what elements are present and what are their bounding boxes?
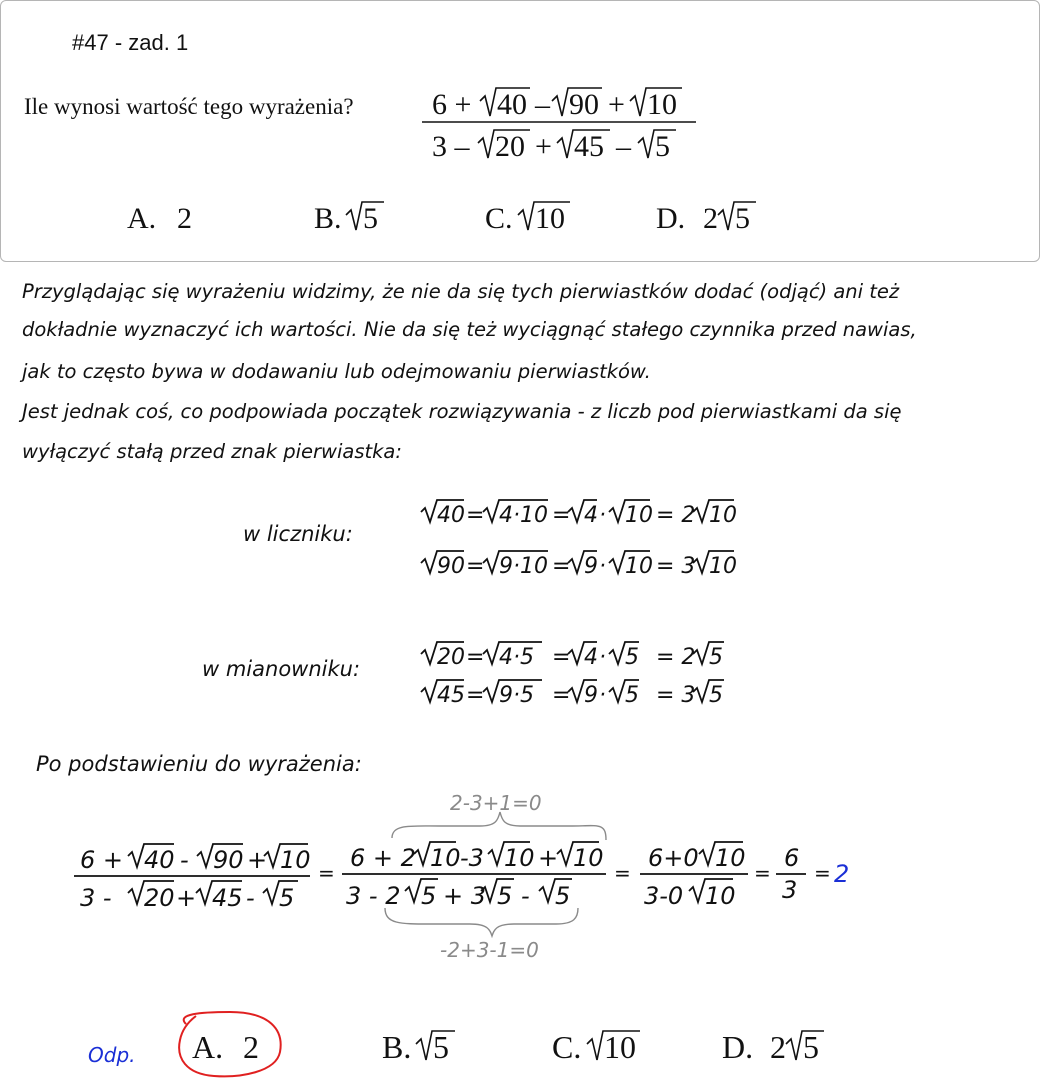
expr-num-part-1: 40 <box>497 88 527 121</box>
task-option-c-letter: C. <box>485 202 513 235</box>
svg-text:= 2: = 2 <box>656 645 696 670</box>
expr-num-part-4: + <box>608 88 625 121</box>
result-value: 2 <box>834 860 850 888</box>
svg-text:40: 40 <box>144 846 175 874</box>
task-expression <box>422 88 696 163</box>
svg-text:40: 40 <box>437 503 465 528</box>
svg-text:45: 45 <box>437 683 465 708</box>
svg-text:+: + <box>176 884 197 912</box>
svg-text:5: 5 <box>625 683 639 708</box>
svg-text:10: 10 <box>504 844 535 872</box>
expr-den-part-3: 45 <box>574 130 604 163</box>
svg-text:6: 6 <box>784 844 800 872</box>
expr-num-part-5: 10 <box>647 88 677 121</box>
numerator-label: w liczniku: <box>243 522 353 546</box>
answer-option-d-letter: D. <box>722 1029 754 1065</box>
svg-text:5: 5 <box>709 645 723 670</box>
explanation-line-4: Jest jednak coś, co podpowiada początek rozwiązywania - z liczb pod pierwiastkami da się <box>22 400 902 423</box>
answer-option-c-letter: C. <box>552 1029 582 1065</box>
task-option-a-value: 2 <box>177 202 192 235</box>
answer-option-b-radicand: 5 <box>433 1029 449 1065</box>
task-option-a-letter: A. <box>127 202 157 235</box>
svg-text:20: 20 <box>144 884 175 912</box>
answer-label: Odp. <box>88 1043 136 1067</box>
svg-text:=: = <box>466 554 485 579</box>
svg-text:5: 5 <box>421 882 437 910</box>
brace-bottom-label: -2+3-1=0 <box>440 938 539 962</box>
svg-text:5: 5 <box>625 645 639 670</box>
expr-den-part-2: + <box>535 130 552 163</box>
svg-text:45: 45 <box>212 884 243 912</box>
svg-text:=: = <box>552 683 571 708</box>
expr-den-part-1: 20 <box>495 130 525 163</box>
svg-text:=: = <box>466 683 485 708</box>
expr-num-part-2: – <box>535 88 550 121</box>
denominator-label: w mianowniku: <box>202 657 361 681</box>
task-option-d-coef: 2 <box>703 202 718 235</box>
answer-option-d-coef: 2 <box>770 1029 786 1065</box>
svg-text:90: 90 <box>437 554 465 579</box>
task-number: #47 - zad. 1 <box>72 30 189 55</box>
answer-option-c-radicand: 10 <box>604 1029 636 1065</box>
svg-text:=: = <box>614 861 631 885</box>
svg-text:5: 5 <box>709 683 723 708</box>
denominator-simplification <box>421 642 724 708</box>
task-option-d-radicand: 5 <box>735 202 750 235</box>
svg-text:10: 10 <box>430 844 461 872</box>
svg-text:-: - <box>180 846 189 874</box>
svg-text:-: - <box>521 882 530 910</box>
svg-text:4·5: 4·5 <box>499 645 534 670</box>
svg-text:=: = <box>318 861 335 885</box>
svg-text:10: 10 <box>280 846 311 874</box>
svg-text:=: = <box>466 645 485 670</box>
final-answer <box>88 1012 824 1076</box>
svg-text:9·10: 9·10 <box>499 554 548 579</box>
svg-text:·: · <box>599 554 606 579</box>
svg-text:9: 9 <box>584 554 598 579</box>
svg-text:+: + <box>538 844 559 872</box>
task-options <box>127 202 756 235</box>
explanation-line-3: jak to często bywa w dodawaniu lub odejmowaniu pierwiastków. <box>22 360 651 383</box>
expr-num-part-0: 6 + <box>432 88 472 121</box>
explanation-line-2: dokładnie wyznaczyć ich wartości. Nie da się też wyciągnąć stałego czynnika przed nawias, <box>22 318 917 341</box>
svg-text:3: 3 <box>782 876 798 904</box>
svg-text:20: 20 <box>437 645 465 670</box>
svg-text:·: · <box>599 645 606 670</box>
svg-text:=: = <box>814 861 831 885</box>
svg-text:6+0: 6+0 <box>648 844 699 872</box>
svg-text:5: 5 <box>279 884 295 912</box>
svg-text:6 +: 6 + <box>80 846 124 874</box>
svg-text:10: 10 <box>573 844 604 872</box>
substitution-chain <box>74 791 849 962</box>
svg-text:10: 10 <box>709 554 737 579</box>
svg-text:6 + 2: 6 + 2 <box>350 844 416 872</box>
svg-text:4: 4 <box>584 503 598 528</box>
svg-text:= 3: = 3 <box>656 683 696 708</box>
svg-text:3 - 2: 3 - 2 <box>346 882 401 910</box>
expr-den-part-4: – <box>616 130 631 163</box>
substitution-label: Po podstawieniu do wyrażenia: <box>36 752 362 776</box>
svg-text:-3: -3 <box>460 844 484 872</box>
svg-text:=: = <box>552 503 571 528</box>
explanation-line-5: wyłączyć stałą przed znak pierwiastka: <box>22 440 402 463</box>
expr-den-part-5: 5 <box>655 130 670 163</box>
expr-den-part-0: 3 – <box>432 130 470 163</box>
svg-text:4: 4 <box>584 645 598 670</box>
svg-text:9·5: 9·5 <box>499 683 534 708</box>
svg-text:+ 3: + 3 <box>443 882 487 910</box>
brace-bottom <box>385 908 578 936</box>
svg-text:5: 5 <box>555 882 571 910</box>
brace-top-label: 2-3+1=0 <box>450 791 542 815</box>
svg-text:-: - <box>246 884 255 912</box>
answer-option-b-letter: B. <box>382 1029 412 1065</box>
svg-text:5: 5 <box>497 882 513 910</box>
task-option-b-radicand: 5 <box>363 202 378 235</box>
svg-text:3 -: 3 - <box>80 884 112 912</box>
answer-option-a-letter: A. <box>192 1029 224 1065</box>
svg-text:·: · <box>599 503 606 528</box>
svg-text:4·10: 4·10 <box>499 503 548 528</box>
task-option-b-letter: B. <box>314 202 342 235</box>
expr-num-part-3: 90 <box>569 88 599 121</box>
svg-text:10: 10 <box>709 503 737 528</box>
svg-text:10: 10 <box>705 882 736 910</box>
brace-top <box>392 812 606 840</box>
svg-text:= 2: = 2 <box>656 503 696 528</box>
task-question: Ile wynosi wartość tego wyrażenia? <box>24 94 354 119</box>
answer-option-a-value: 2 <box>243 1029 259 1065</box>
svg-text:=: = <box>466 503 485 528</box>
svg-text:9: 9 <box>584 683 598 708</box>
numerator-simplification <box>421 500 737 579</box>
explanation-line-1: Przyglądając się wyrażeniu widzimy, że nie da się tych pierwiastków dodać (odjąć) ani też <box>22 280 900 303</box>
svg-text:10: 10 <box>715 844 746 872</box>
svg-text:·: · <box>599 683 606 708</box>
svg-text:= 3: = 3 <box>656 554 696 579</box>
task-option-d-letter: D. <box>656 202 686 235</box>
svg-text:=: = <box>754 861 771 885</box>
svg-text:=: = <box>552 645 571 670</box>
svg-text:90: 90 <box>213 846 244 874</box>
svg-text:10: 10 <box>625 554 653 579</box>
svg-text:3-0: 3-0 <box>644 882 684 910</box>
task-option-c-radicand: 10 <box>535 202 565 235</box>
svg-text:=: = <box>552 554 571 579</box>
svg-text:+: + <box>247 846 268 874</box>
svg-text:10: 10 <box>625 503 653 528</box>
answer-option-d-radicand: 5 <box>803 1029 819 1065</box>
